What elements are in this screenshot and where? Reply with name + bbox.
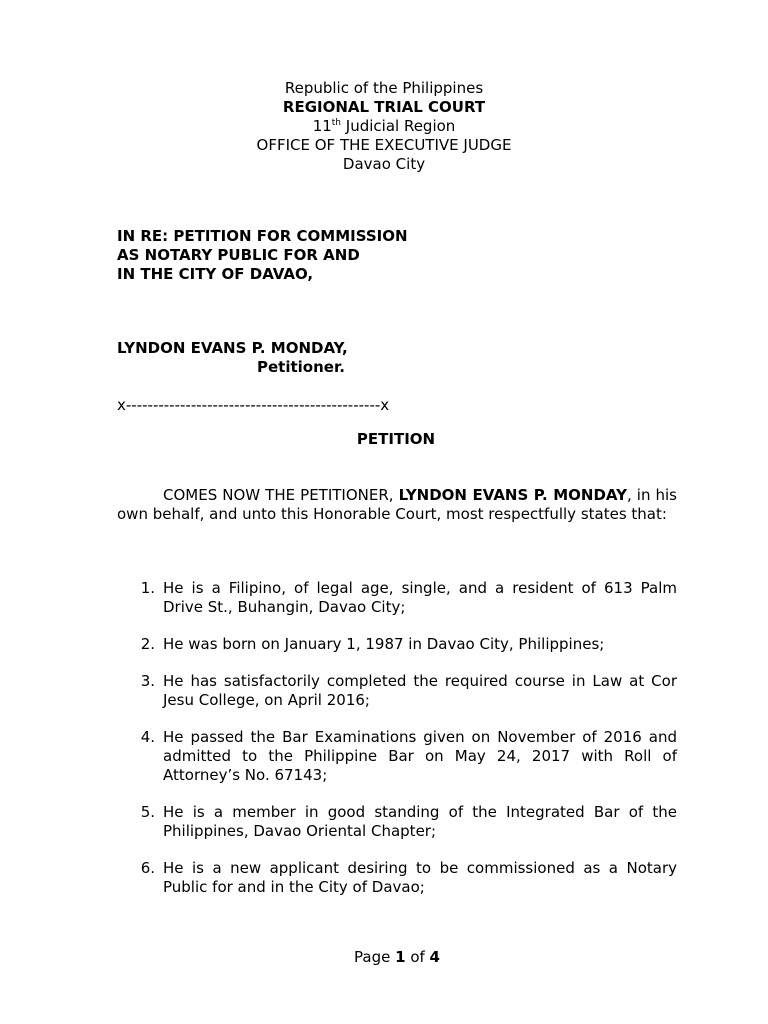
caption-line-2: AS NOTARY PUBLIC FOR AND [117, 246, 360, 264]
petitioner-block [117, 339, 348, 377]
list-item [117, 672, 677, 710]
page-total: 4 [429, 948, 440, 966]
list-item-number: 2. [140, 635, 155, 653]
page-of: of [405, 948, 430, 966]
list-item-text: He has satisfactorily completed the required course in Law at Cor Jesu College, on April 2016; [163, 672, 677, 709]
intro-paragraph [117, 486, 677, 524]
list-item [117, 803, 677, 841]
list-item [117, 728, 677, 785]
list-item-number: 6. [140, 859, 155, 877]
petitioner-role: Petitioner. [257, 358, 345, 376]
allegations-list [117, 579, 677, 915]
list-item-text: He is a member in good standing of the Integrated Bar of the Philippines, Davao Oriental Chapter; [163, 803, 677, 840]
list-item-number: 1. [140, 579, 155, 597]
intro-after: , in his own behalf, and unto this Honorable Court, most respectfully states that: [117, 486, 677, 523]
header-region-number: 11 [312, 117, 332, 135]
list-item [117, 635, 677, 654]
case-caption [117, 227, 408, 284]
list-item-number: 5. [140, 803, 155, 821]
list-item [117, 859, 677, 897]
caption-line-1: IN RE: PETITION FOR COMMISSION [117, 227, 408, 245]
court-header [0, 79, 768, 174]
intro-petitioner-name: LYNDON EVANS P. MONDAY [398, 486, 627, 504]
petitioner-name: LYNDON EVANS P. MONDAY, [117, 339, 348, 357]
header-judicial-region [0, 117, 768, 136]
header-region-label: Judicial Region [341, 117, 456, 135]
header-republic: Republic of the Philippines [284, 79, 484, 97]
page-current: 1 [395, 948, 406, 966]
list-item-text: He was born on January 1, 1987 in Davao City, Philippines; [163, 635, 605, 653]
caption-separator: x-----------------------------------------------x [117, 396, 390, 414]
document-title: PETITION [356, 430, 436, 448]
header-court-name: REGIONAL TRIAL COURT [282, 98, 486, 116]
intro-before: COMES NOW THE PETITIONER, [163, 486, 399, 504]
list-item-text: He passed the Bar Examinations given on November of 2016 and admitted to the Philippine Bar on May 24, 2017 with Roll of Attorney’s No. 67143; [163, 728, 677, 784]
list-item [117, 579, 677, 617]
page-footer [0, 948, 768, 967]
page-label: Page [354, 948, 396, 966]
list-item-text: He is a new applicant desiring to be commissioned as a Notary Public for and in the City of Davao; [163, 859, 677, 896]
caption-line-3: IN THE CITY OF DAVAO, [117, 265, 314, 283]
header-office: OFFICE OF THE EXECUTIVE JUDGE [256, 136, 512, 154]
list-item-number: 3. [140, 672, 155, 690]
header-city: Davao City [342, 155, 426, 173]
list-item-number: 4. [140, 728, 155, 746]
header-region-suffix: th [331, 118, 342, 128]
list-item-text: He is a Filipino, of legal age, single, and a resident of 613 Palm Drive St., Buhangin, Davao City; [163, 579, 677, 616]
